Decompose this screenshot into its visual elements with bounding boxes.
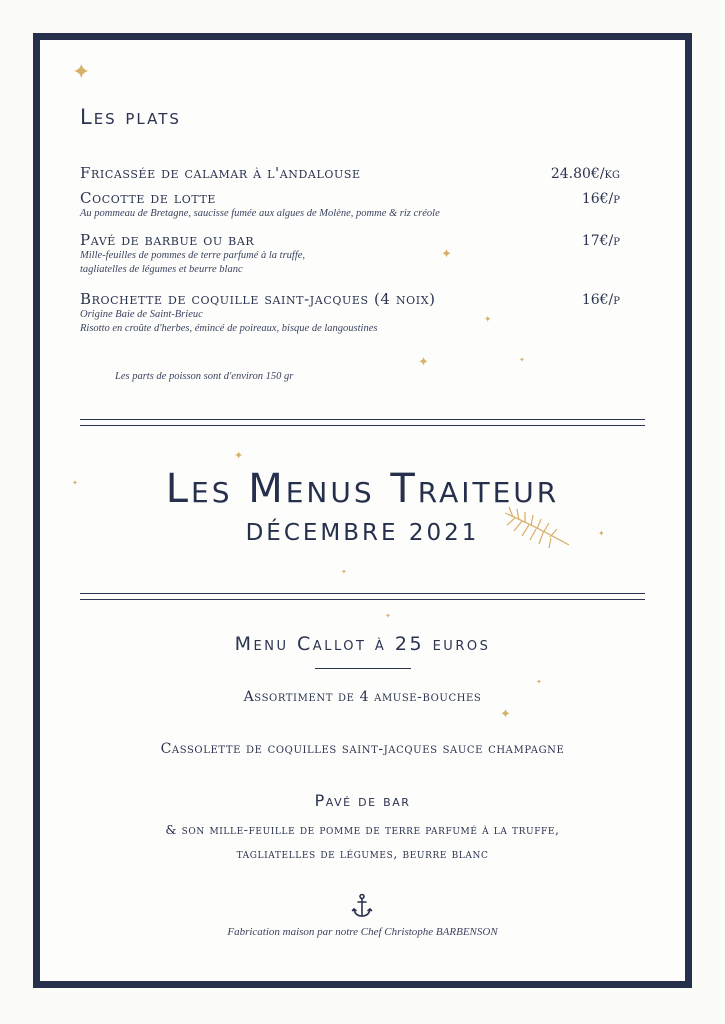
dish-name: Brochette de coquille saint-jacques (4 noix) [80,290,436,308]
dish-name: Cocotte de lotte [80,189,217,207]
dish-name: Pavé de barbue ou bar [80,231,255,249]
star-icon: ✦ [598,529,605,538]
dish-description: Au pommeau de Bretagne, saucisse fumée aux algues de Molène, pomme & riz créole [80,208,440,219]
dish-description: Mille-feuilles de pommes de terre parfumé à la truffe, [80,250,306,261]
star-icon: ✦ [484,315,492,325]
banner-title: Les Menus Traiteur [165,466,560,512]
dish-description: tagliatelles de légumes et beurre blanc [80,264,243,275]
double-divider [80,419,645,426]
dish-description: Risotto en croûte d'herbes, émincé de poireaux, bisque de langoustines [80,323,378,334]
dish-item [80,290,620,336]
menu-course: Cassolette de coquilles saint-jacques sauce champagne [160,741,565,757]
section-heading: Les plats [80,105,181,129]
dish-price: 24.80€/kg [550,166,620,182]
menu-course: Assortiment de 4 amuse-bouches [243,689,482,705]
menu-title: Menu Callot à 25 euros [234,633,491,655]
dish-description: Origine Baie de Saint-Brieuc [80,309,203,320]
star-icon: ✦ [385,612,391,620]
leaf-icon [503,505,573,551]
anchor-icon [351,893,373,919]
banner-subtitle: DÉCEMBRE 2021 [245,520,480,546]
double-divider [80,593,645,600]
dish-price: 16€/p [581,292,620,308]
menu-course-detail: & son mille-feuille de pomme de terre parfumé à la truffe, [165,822,560,837]
dish-item [80,164,620,182]
menu-title-underline [315,668,411,669]
star-icon: ✦ [536,678,542,686]
dish-name: Fricassée de calamar à l'andalouse [80,164,361,182]
star-icon: ✦ [519,356,525,364]
star-icon: ✦ [341,568,347,576]
portion-note: Les parts de poisson sont d'environ 150 gr [115,371,294,382]
dish-price: 16€/p [581,191,620,207]
star-icon: ✦ [441,247,452,262]
star-icon: ✦ [72,479,78,487]
menu-course-detail: tagliatelles de légumes, beurre blanc [236,846,489,861]
dish-item [80,231,620,277]
star-icon: ✦ [72,60,91,85]
menu-course-title: Pavé de bar [314,791,411,810]
footer-credit: Fabrication maison par notre Chef Christophe BARBENSON [227,926,498,938]
star-icon: ✦ [234,449,244,462]
star-icon: ✦ [418,355,429,370]
star-icon: ✦ [500,707,511,722]
dish-item [80,189,620,221]
dish-price: 17€/p [581,233,620,249]
